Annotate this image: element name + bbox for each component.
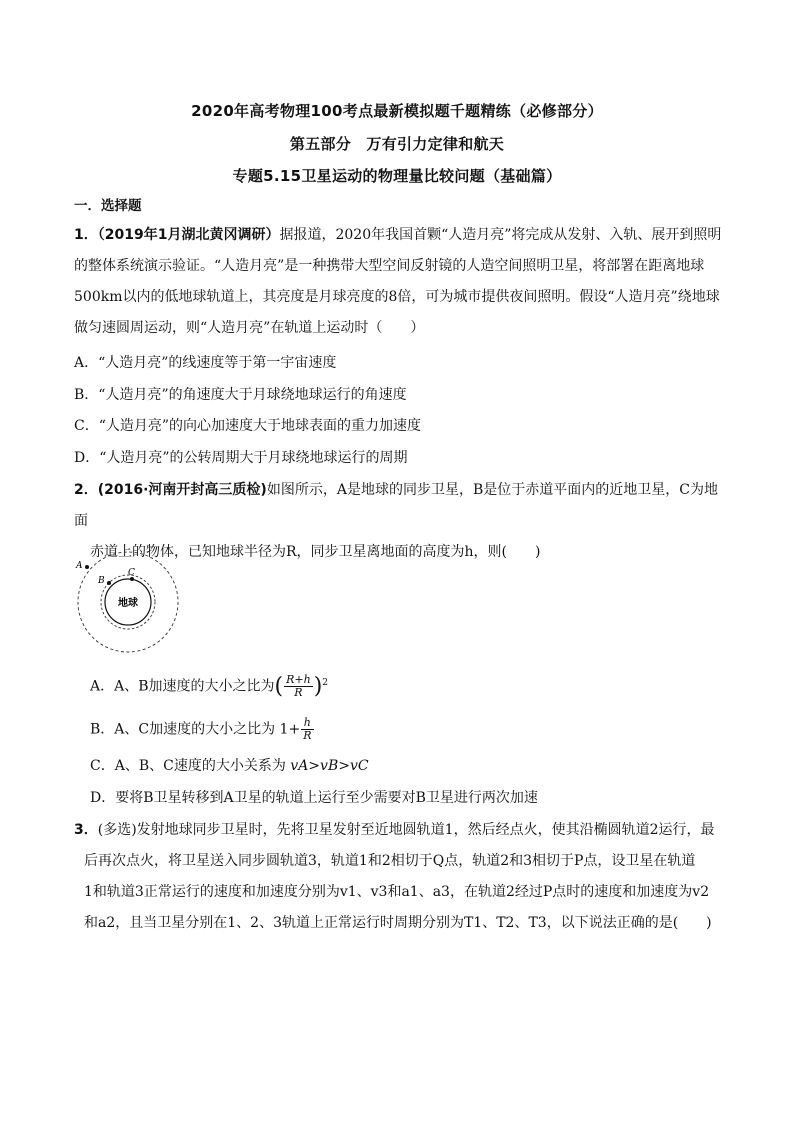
fraction-denominator: R xyxy=(303,729,312,742)
question-1-option-d: D．“人造月亮”的公转周期大于月球绕地球运行的周期 xyxy=(74,450,408,466)
question-text: 如图所示，A是地球的同步卫星，B是位于赤道平面内的近地卫星，C为地面 xyxy=(74,482,718,529)
question-2-option-a xyxy=(90,674,328,699)
question-text: 据报道，2020年我国首颗“人造月亮”将完成从发射、入轨、展开到照明 xyxy=(279,227,722,243)
part-title: 第五部分 万有引力定律和航天 xyxy=(289,135,505,153)
question-3-line-4: 和a2，且当卫星分别在1、2、3轨道上正常运行时周期分别为T1、T2、T3，以下说法正确的是( ) xyxy=(84,915,712,931)
option-c-text: C．A、B、C速度的大小关系为 xyxy=(90,758,291,774)
topic-title: 专题5.15卫星运动的物理量比较问题（基础篇） xyxy=(232,167,562,185)
speed-relation: vA>vB>vC xyxy=(290,758,369,774)
option-a-text: A．A、B加速度的大小之比为 xyxy=(90,678,275,695)
document-title: 2020年高考物理100考点最新模拟题千题精练（必修部分） xyxy=(191,102,603,120)
question-3-line-3: 1和轨道3正常运行的速度和加速度分别为v1、v3和a1、a3，在轨道2经过P点时的速度和加速度为v2 xyxy=(84,884,710,900)
option-a-fraction xyxy=(284,674,313,699)
object-c-label: C xyxy=(128,568,135,578)
satellite-b-label: B xyxy=(98,576,105,586)
option-b-fraction xyxy=(301,717,313,742)
question-number: 3． xyxy=(74,822,98,838)
question-1-option-c: C．“人造月亮”的向心加速度大于地球表面的重力加速度 xyxy=(74,418,422,434)
earth-label: 地球 xyxy=(118,598,138,609)
question-1-option-b: B．“人造月亮”的角速度大于月球绕地球运行的角速度 xyxy=(74,387,407,403)
question-3-line-2: 后再次点火，将卫星送入同步圆轨道3，轨道1和2相切于Q点，轨道2和3相切于P点，设卫星在轨道 xyxy=(84,853,696,869)
question-2-option-b xyxy=(90,717,315,742)
option-b-text: B．A、C加速度的大小之比为 1+ xyxy=(90,721,301,738)
question-2-option-c xyxy=(90,755,369,775)
question-3 xyxy=(74,815,744,939)
question-3-line-1 xyxy=(74,815,744,846)
right-paren: ) xyxy=(313,674,323,699)
orbit-diagram xyxy=(70,548,190,658)
question-2-option-d: D．要将B卫星转移到A卫星的轨道上运行至少需要对B卫星进行两次加速 xyxy=(90,790,538,806)
fraction-numerator: R+h xyxy=(286,673,311,686)
satellite-b-dot xyxy=(107,581,111,585)
fraction-numerator: h xyxy=(301,717,313,730)
section-heading: 一．选择题 xyxy=(74,198,142,214)
question-1-option-a: A．“人造月亮”的线速度等于第一宇宙速度 xyxy=(74,355,337,371)
question-1-line-1 xyxy=(74,220,724,251)
exponent: 2 xyxy=(322,677,329,688)
question-source: （2019年1月湖北黄冈调研） xyxy=(97,227,280,243)
satellite-a-label: A xyxy=(76,561,83,571)
question-2-line-1 xyxy=(74,475,724,537)
question-number: 2． xyxy=(74,482,98,498)
question-number: 1． xyxy=(74,227,98,243)
question-2-line-2: 赤道上的物体，已知地球半径为R，同步卫星离地面的高度为h，则( ) xyxy=(90,544,541,560)
question-source: (2016·河南开封高三质检) xyxy=(97,482,267,498)
satellite-a-dot xyxy=(85,565,89,569)
question-1-line-3: 500km以内的低地球轨道上，其亮度是月球亮度的8倍，可为城市提供夜间照明。假设“人造月亮”绕地球 xyxy=(74,289,720,305)
left-paren: ( xyxy=(274,674,284,699)
question-1 xyxy=(74,220,724,344)
question-1-line-2: 的整体系统演示验证。“人造月亮”是一种携带大型空间反射镜的人造空间照明卫星，将部署在距离地球 xyxy=(74,258,705,274)
question-1-line-4: 做匀速圆周运动，则“人造月亮”在轨道上运动时（ ） xyxy=(74,320,425,336)
question-text: (多选)发射地球同步卫星时，先将卫星发射至近地圆轨道1，然后经点火，使其沿椭圆轨道2运行，最 xyxy=(97,822,715,838)
fraction-denominator: R xyxy=(294,686,303,699)
